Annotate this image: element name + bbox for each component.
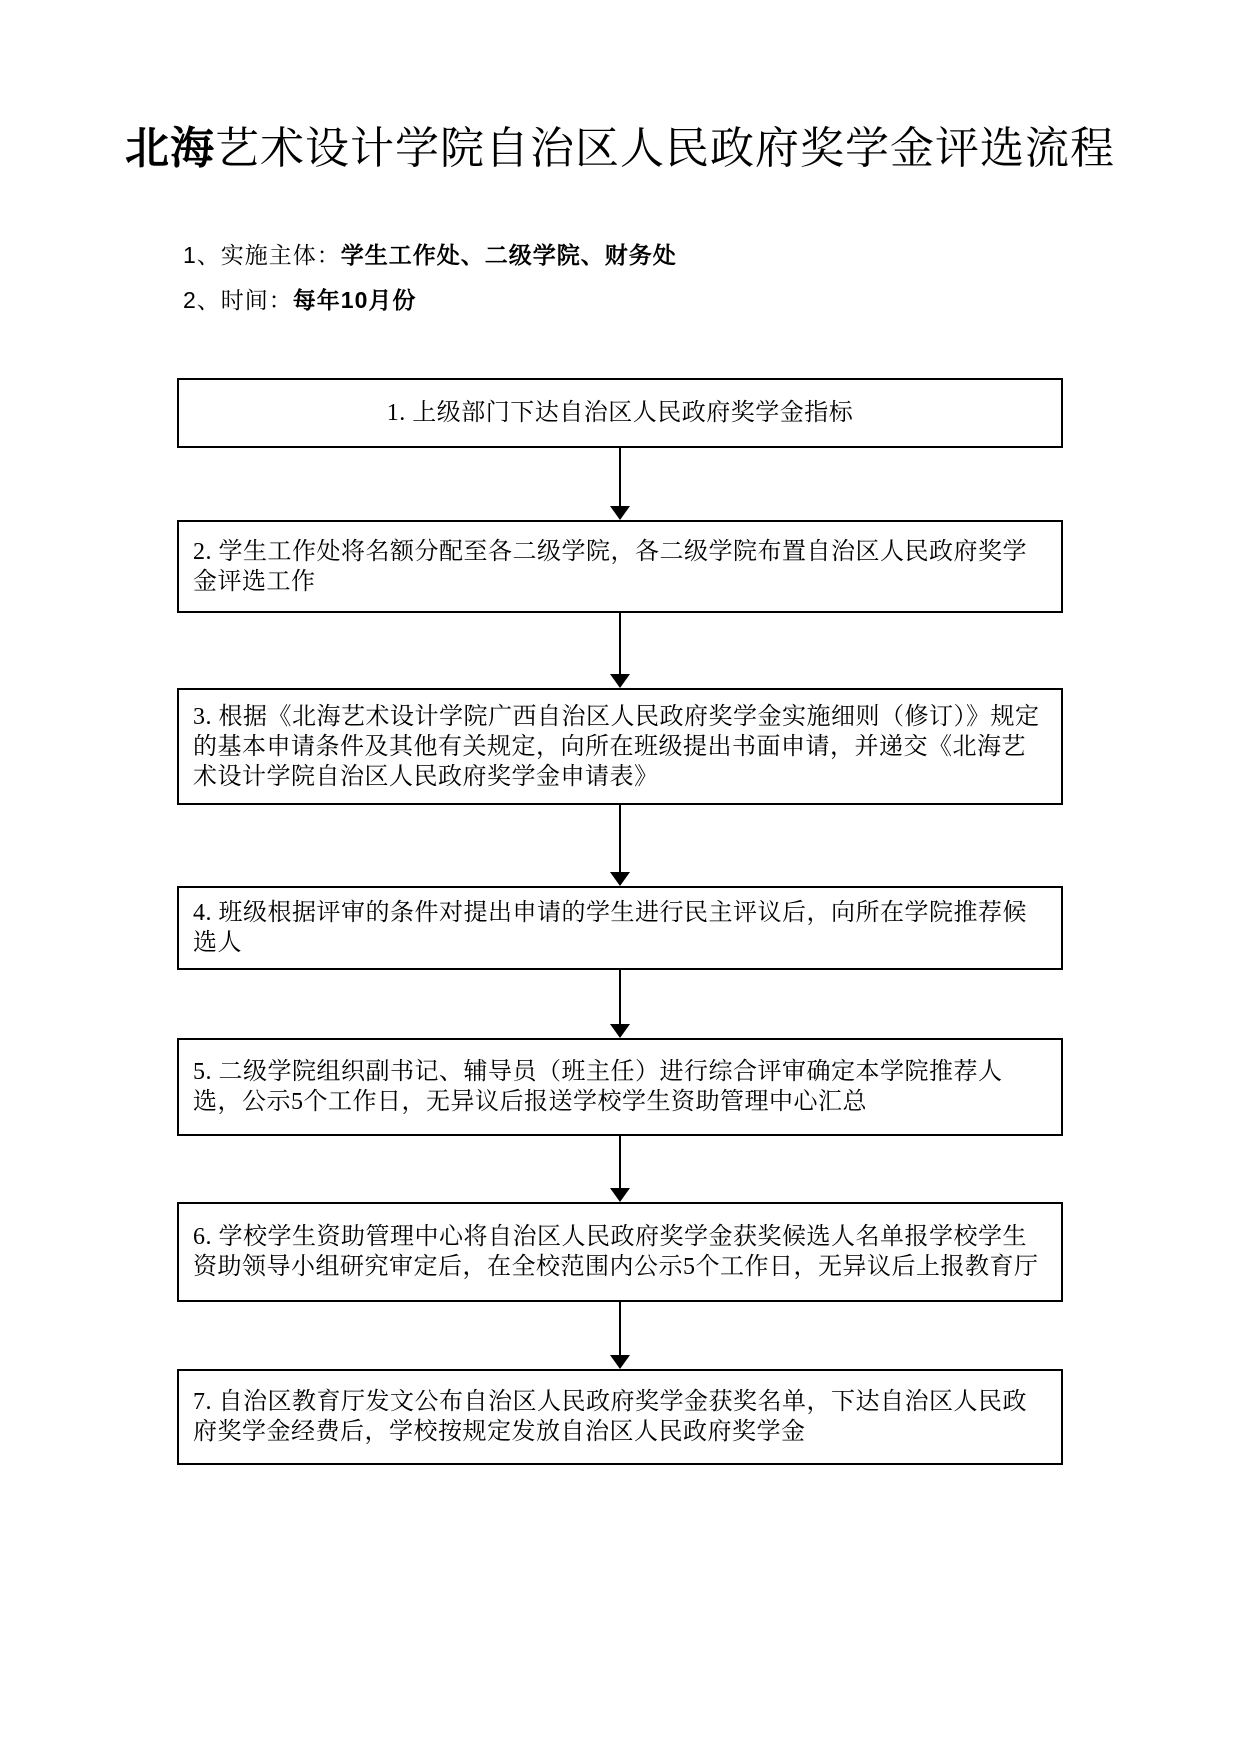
flow-step-6-text: 6. 学校学生资助管理中心将自治区人民政府奖学金获奖候选人名单报学校学生资助领导小组研究审定后，在全校范围内公示5个工作日，无异议后上报教育厅	[193, 1224, 1039, 1280]
page-title	[0, 112, 1240, 176]
meta-item-subject	[183, 237, 677, 270]
arrow-down-icon	[610, 506, 630, 520]
arrow-down-icon	[610, 1355, 630, 1369]
flow-step-6	[177, 1202, 1063, 1302]
arrow-down-icon	[610, 1024, 630, 1038]
flow-arrow-2	[610, 613, 630, 688]
flow-step-4	[177, 886, 1063, 970]
flow-step-4-text: 4. 班级根据评审的条件对提出申请的学生进行民主评议后，向所在学院推荐候选人	[193, 900, 1027, 956]
meta-item-time-label: 2、时间：	[183, 287, 293, 313]
flow-arrow-1	[610, 448, 630, 520]
flow-step-3	[177, 688, 1063, 805]
meta-item-time-value: 每年10月份	[292, 287, 417, 313]
page-title-rest: 艺术设计学院自治区人民政府奖学金评选流程	[215, 124, 1115, 173]
flow-arrow-5	[610, 1136, 630, 1202]
flow-step-5	[177, 1038, 1063, 1136]
arrow-stem	[619, 1302, 621, 1355]
flow-step-3-text: 3. 根据《北海艺术设计学院广西自治区人民政府奖学金实施细则（修订）》规定的基本申请条件及其他有关规定，向所在班级提出书面申请，并递交《北海艺术设计学院自治区人民政府奖学金申请表》	[193, 703, 1040, 790]
flow-arrow-4	[610, 970, 630, 1038]
arrow-stem	[619, 805, 621, 872]
flow-step-7	[177, 1369, 1063, 1465]
meta-item-time	[183, 282, 416, 315]
meta-item-subject-label: 1、实施主体：	[183, 242, 341, 268]
meta-item-subject-value: 学生工作处、二级学院、财务处	[340, 242, 677, 268]
flow-step-2-text: 2. 学生工作处将名额分配至各二级学院，各二级学院布置自治区人民政府奖学金评选工作	[193, 538, 1027, 595]
arrow-stem	[619, 970, 621, 1024]
flow-step-5-text: 5. 二级学院组织副书记、辅导员（班主任）进行综合评审确定本学院推荐人选，公示5个工作日，无异议后报送学校学生资助管理中心汇总	[193, 1059, 1003, 1115]
flow-arrow-3	[610, 805, 630, 886]
page-title-school: 北海	[125, 124, 215, 173]
flow-arrow-6	[610, 1302, 630, 1369]
flow-step-7-text: 7. 自治区教育厅发文公布自治区人民政府奖学金获奖名单，下达自治区人民政府奖学金经费后，学校按规定发放自治区人民政府奖学金	[193, 1389, 1027, 1445]
arrow-stem	[619, 448, 621, 506]
arrow-down-icon	[610, 872, 630, 886]
flow-step-2	[177, 520, 1063, 613]
arrow-stem	[619, 613, 621, 674]
arrow-down-icon	[610, 674, 630, 688]
flow-step-1	[177, 378, 1063, 448]
arrow-stem	[619, 1136, 621, 1188]
arrow-down-icon	[610, 1188, 630, 1202]
flow-step-1-text: 1. 上级部门下达自治区人民政府奖学金指标	[386, 400, 854, 426]
